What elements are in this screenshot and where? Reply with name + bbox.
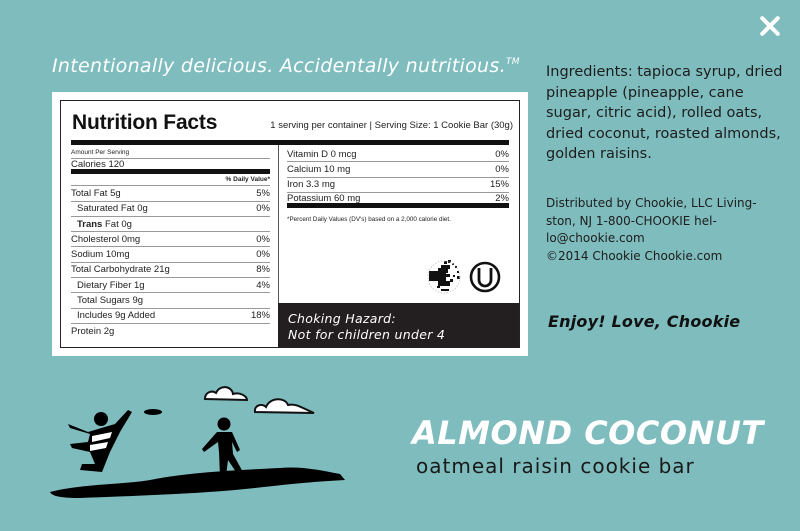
nutrition-facts-title: Nutrition Facts [72,111,218,134]
nutrient-row [71,293,270,308]
nutrient-dv: 0% [256,233,270,245]
copyright-line: ©2014 Chookie Chookie.com [546,248,723,263]
gluten-free-pixel-icon [424,257,506,297]
trans-fat-label: Fat 0g [102,218,132,230]
nutrient-label [71,217,132,232]
signoff-text: Enjoy! Love, Chookie [548,312,741,331]
choking-hazard-warning [278,303,519,347]
tagline [52,55,520,77]
vitamin-dv: 0% [495,163,509,175]
certification-badges [424,257,506,297]
calories-label: Calories 120 [71,158,125,170]
nutrient-row [71,324,270,339]
nutrient-row [71,263,270,278]
distributor-line: Distributed by Chookie, LLC Living- [546,196,757,210]
distributor-line: lo@chookie.com [546,231,645,245]
nutrient-label: Sodium 10mg [71,249,130,261]
nutrient-dv: 0% [256,203,270,215]
nutrient-row [71,247,270,262]
cloud-icon [205,387,247,400]
frisbee-players-illustration [40,372,370,502]
nutrient-row [71,186,270,201]
nutrient-row [71,278,270,293]
ingredients-text: Ingredients: tapioca syrup, dried pineapple (pineapple, cane sugar, citric acid), rolled oats, dried coconut, roasted almonds, golden raisins. [546,64,783,162]
calories-row [71,159,270,174]
vitamin-label: Iron 3.3 mg [287,179,336,191]
ground-shadow [50,467,345,498]
jumping-person-figure [68,410,132,472]
distributor-line: ston, NJ 1-800-CHOOKIE hel- [546,213,717,228]
nutrient-dv: 8% [256,264,270,276]
nutrient-label: Total Sugars 9g [77,295,144,307]
vitamin-label: Potassium 60 mg [287,192,361,204]
nutrition-label [60,100,520,348]
nutrient-label: Dietary Fiber 1g [77,279,145,291]
standing-person-figure [202,418,244,477]
nutrient-label: Protein 2g [71,326,115,338]
product-subtitle: oatmeal raisin cookie bar [416,454,695,478]
nutrient-label: Includes 9g Added [77,310,156,322]
thick-divider [71,140,509,145]
column-divider [278,145,279,303]
daily-value-footnote: *Percent Daily Values (DV's) based on a 2,000 calorie diet. [287,216,451,224]
nutrient-row [71,202,270,217]
tagline-text: Intentionally delicious. Accidentally nutritious. [52,55,506,77]
nutrient-dv: 18% [250,310,270,322]
close-button[interactable] [758,14,782,38]
product-name: ALMOND COCONUT [412,414,764,452]
vitamin-row [287,147,509,162]
vitamin-dv: 0% [495,148,509,160]
nutrient-label: Total Carbohydrate 21g [71,264,170,276]
cloud-icon [255,399,314,413]
vitamin-row [287,193,509,208]
distributor-info [546,195,781,265]
trans-bold: Trans [77,218,103,230]
nutrients-right-column [287,147,509,223]
vitamin-label: Calcium 10 mg [287,163,351,175]
nutrient-dv: 4% [256,279,270,291]
trademark: TM [505,57,520,67]
nutrient-dv: 5% [256,187,270,199]
vitamin-row [287,162,509,177]
nutrient-row [71,232,270,247]
nutrient-label: Total Fat 5g [71,187,121,199]
vitamin-dv: 2% [495,192,509,204]
nutrients-left-column [71,147,270,339]
nutrient-label: Saturated Fat 0g [77,203,148,215]
amount-per-serving-label: Amount Per Serving [71,148,130,156]
daily-value-header-text: % Daily Value* [225,175,270,183]
nutrient-row [71,309,270,324]
serving-info: 1 serving per container | Serving Size: 1 Cookie Bar (30g) [270,120,513,131]
choking-hazard-title: Choking Hazard: [288,311,396,326]
nutrient-dv: 0% [256,249,270,261]
daily-value-header [71,174,270,186]
vitamin-label: Vitamin D 0 mcg [287,148,357,160]
vitamin-dv: 15% [489,179,509,191]
nutrition-label-card [52,92,528,356]
choking-hazard-text: Not for children under 4 [288,327,446,342]
nutrient-label: Cholesterol 0mg [71,233,141,245]
frisbee-icon [144,409,162,415]
nutrient-row [71,217,270,232]
